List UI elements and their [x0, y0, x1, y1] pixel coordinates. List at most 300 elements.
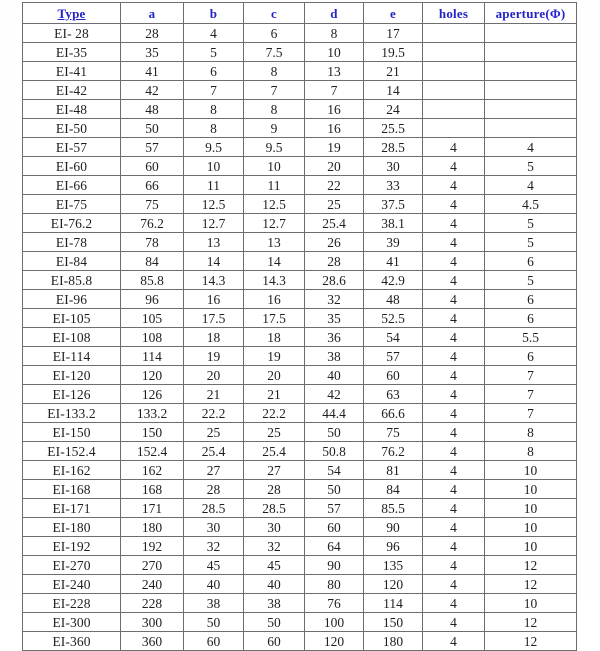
cell-e: 25.5: [364, 119, 423, 138]
table-row: [23, 24, 577, 43]
cell-holes: 4: [423, 138, 485, 157]
cell-type: EI-78: [23, 233, 121, 252]
cell-a: 168: [121, 480, 184, 499]
table-row: [23, 632, 577, 651]
table-row: [23, 480, 577, 499]
cell-d: 13: [305, 62, 364, 81]
cell-d: 26: [305, 233, 364, 252]
cell-a: 76.2: [121, 214, 184, 233]
cell-a: 192: [121, 537, 184, 556]
cell-e: 150: [364, 613, 423, 632]
cell-b: 9.5: [184, 138, 244, 157]
cell-holes: 4: [423, 157, 485, 176]
cell-holes: 4: [423, 328, 485, 347]
cell-c: 11: [244, 176, 305, 195]
cell-a: 48: [121, 100, 184, 119]
cell-a: 50: [121, 119, 184, 138]
cell-e: 28.5: [364, 138, 423, 157]
cell-b: 25: [184, 423, 244, 442]
cell-d: 50.8: [305, 442, 364, 461]
cell-type: EI-270: [23, 556, 121, 575]
cell-aperture: 4: [485, 176, 577, 195]
cell-c: 6: [244, 24, 305, 43]
cell-a: 60: [121, 157, 184, 176]
table-row: [23, 594, 577, 613]
column-header-e: e: [364, 3, 423, 24]
cell-a: 120: [121, 366, 184, 385]
cell-d: 90: [305, 556, 364, 575]
cell-b: 4: [184, 24, 244, 43]
cell-d: 16: [305, 100, 364, 119]
cell-type: EI-60: [23, 157, 121, 176]
cell-d: 16: [305, 119, 364, 138]
table-row: [23, 138, 577, 157]
cell-c: 9: [244, 119, 305, 138]
cell-holes: [423, 62, 485, 81]
cell-d: 44.4: [305, 404, 364, 423]
cell-type: EI-42: [23, 81, 121, 100]
cell-e: 54: [364, 328, 423, 347]
cell-type: EI-75: [23, 195, 121, 214]
cell-a: 150: [121, 423, 184, 442]
cell-holes: 4: [423, 385, 485, 404]
cell-a: 41: [121, 62, 184, 81]
cell-type: EI-35: [23, 43, 121, 62]
cell-aperture: 7: [485, 385, 577, 404]
cell-e: 81: [364, 461, 423, 480]
cell-e: 33: [364, 176, 423, 195]
cell-type: EI-152.4: [23, 442, 121, 461]
column-header-c: c: [244, 3, 305, 24]
cell-holes: 4: [423, 347, 485, 366]
column-header-aperture: aperture(Φ): [485, 3, 577, 24]
cell-holes: 4: [423, 195, 485, 214]
cell-aperture: 7: [485, 366, 577, 385]
cell-d: 19: [305, 138, 364, 157]
cell-aperture: 10: [485, 480, 577, 499]
table-row: [23, 347, 577, 366]
cell-d: 50: [305, 423, 364, 442]
cell-a: 108: [121, 328, 184, 347]
cell-holes: 4: [423, 233, 485, 252]
cell-c: 18: [244, 328, 305, 347]
cell-b: 30: [184, 518, 244, 537]
cell-holes: 4: [423, 499, 485, 518]
cell-holes: 4: [423, 404, 485, 423]
cell-c: 10: [244, 157, 305, 176]
cell-c: 12.5: [244, 195, 305, 214]
cell-c: 12.7: [244, 214, 305, 233]
column-header-a: a: [121, 3, 184, 24]
cell-a: 114: [121, 347, 184, 366]
cell-e: 17: [364, 24, 423, 43]
cell-aperture: 4: [485, 138, 577, 157]
cell-d: 54: [305, 461, 364, 480]
table-row: [23, 442, 577, 461]
cell-c: 32: [244, 537, 305, 556]
cell-holes: [423, 81, 485, 100]
cell-aperture: [485, 43, 577, 62]
column-header-holes: holes: [423, 3, 485, 24]
cell-aperture: 12: [485, 632, 577, 651]
cell-d: 38: [305, 347, 364, 366]
cell-e: 30: [364, 157, 423, 176]
cell-aperture: [485, 119, 577, 138]
cell-aperture: 4.5: [485, 195, 577, 214]
cell-d: 76: [305, 594, 364, 613]
cell-d: 60: [305, 518, 364, 537]
table-row: [23, 233, 577, 252]
cell-c: 28: [244, 480, 305, 499]
cell-c: 40: [244, 575, 305, 594]
cell-type: EI-228: [23, 594, 121, 613]
table-body: [23, 24, 577, 651]
cell-e: 14: [364, 81, 423, 100]
cell-type: EI-114: [23, 347, 121, 366]
cell-aperture: 12: [485, 613, 577, 632]
table-row: [23, 404, 577, 423]
cell-aperture: 5: [485, 214, 577, 233]
cell-holes: [423, 100, 485, 119]
cell-d: 64: [305, 537, 364, 556]
cell-holes: 4: [423, 366, 485, 385]
cell-c: 60: [244, 632, 305, 651]
cell-type: EI-150: [23, 423, 121, 442]
cell-a: 240: [121, 575, 184, 594]
table-row: [23, 100, 577, 119]
cell-type: EI-84: [23, 252, 121, 271]
cell-d: 7: [305, 81, 364, 100]
cell-c: 9.5: [244, 138, 305, 157]
cell-type: EI-41: [23, 62, 121, 81]
dimensions-table: [22, 2, 577, 651]
cell-e: 37.5: [364, 195, 423, 214]
cell-e: 60: [364, 366, 423, 385]
cell-aperture: [485, 100, 577, 119]
cell-holes: 4: [423, 480, 485, 499]
cell-c: 50: [244, 613, 305, 632]
cell-b: 17.5: [184, 309, 244, 328]
cell-aperture: 5: [485, 157, 577, 176]
cell-a: 180: [121, 518, 184, 537]
cell-a: 78: [121, 233, 184, 252]
cell-aperture: 6: [485, 290, 577, 309]
cell-b: 8: [184, 100, 244, 119]
table-row: [23, 328, 577, 347]
cell-type: EI-240: [23, 575, 121, 594]
cell-type: EI-105: [23, 309, 121, 328]
cell-type: EI-126: [23, 385, 121, 404]
cell-d: 25.4: [305, 214, 364, 233]
cell-holes: [423, 43, 485, 62]
cell-aperture: 6: [485, 309, 577, 328]
cell-aperture: 10: [485, 499, 577, 518]
table-row: [23, 119, 577, 138]
cell-type: EI-180: [23, 518, 121, 537]
table-header-row: [23, 3, 577, 24]
column-header-type: Type: [23, 3, 121, 24]
cell-d: 25: [305, 195, 364, 214]
cell-a: 126: [121, 385, 184, 404]
cell-e: 85.5: [364, 499, 423, 518]
cell-holes: 4: [423, 518, 485, 537]
table-row: [23, 575, 577, 594]
cell-a: 300: [121, 613, 184, 632]
cell-e: 57: [364, 347, 423, 366]
cell-a: 228: [121, 594, 184, 613]
cell-b: 8: [184, 119, 244, 138]
cell-a: 152.4: [121, 442, 184, 461]
cell-aperture: [485, 24, 577, 43]
table-row: [23, 556, 577, 575]
cell-holes: 4: [423, 575, 485, 594]
cell-e: 21: [364, 62, 423, 81]
cell-c: 30: [244, 518, 305, 537]
table-row: [23, 43, 577, 62]
cell-b: 18: [184, 328, 244, 347]
cell-aperture: 10: [485, 537, 577, 556]
cell-a: 133.2: [121, 404, 184, 423]
cell-b: 21: [184, 385, 244, 404]
cell-d: 40: [305, 366, 364, 385]
cell-b: 20: [184, 366, 244, 385]
cell-a: 171: [121, 499, 184, 518]
cell-a: 270: [121, 556, 184, 575]
table-row: [23, 518, 577, 537]
cell-type: EI-120: [23, 366, 121, 385]
cell-c: 19: [244, 347, 305, 366]
cell-c: 25.4: [244, 442, 305, 461]
cell-b: 28.5: [184, 499, 244, 518]
table-row: [23, 423, 577, 442]
cell-holes: [423, 119, 485, 138]
table-row: [23, 537, 577, 556]
cell-holes: 4: [423, 290, 485, 309]
cell-holes: 4: [423, 442, 485, 461]
cell-aperture: 6: [485, 347, 577, 366]
cell-e: 76.2: [364, 442, 423, 461]
cell-d: 80: [305, 575, 364, 594]
table-row: [23, 271, 577, 290]
cell-aperture: 8: [485, 423, 577, 442]
table-row: [23, 366, 577, 385]
cell-b: 5: [184, 43, 244, 62]
table-row: [23, 499, 577, 518]
cell-b: 32: [184, 537, 244, 556]
cell-type: EI-192: [23, 537, 121, 556]
cell-e: 114: [364, 594, 423, 613]
cell-type: EI- 28: [23, 24, 121, 43]
cell-b: 28: [184, 480, 244, 499]
cell-type: EI-162: [23, 461, 121, 480]
dimensions-table-container: [22, 2, 576, 649]
cell-a: 85.8: [121, 271, 184, 290]
cell-a: 28: [121, 24, 184, 43]
cell-b: 60: [184, 632, 244, 651]
cell-holes: 4: [423, 214, 485, 233]
cell-d: 8: [305, 24, 364, 43]
table-row: [23, 176, 577, 195]
table-row: [23, 252, 577, 271]
cell-aperture: 10: [485, 461, 577, 480]
cell-a: 360: [121, 632, 184, 651]
cell-type: EI-360: [23, 632, 121, 651]
cell-e: 42.9: [364, 271, 423, 290]
cell-a: 162: [121, 461, 184, 480]
cell-holes: 4: [423, 252, 485, 271]
cell-c: 27: [244, 461, 305, 480]
column-header-d: d: [305, 3, 364, 24]
table-row: [23, 195, 577, 214]
cell-aperture: 6: [485, 252, 577, 271]
cell-aperture: 10: [485, 594, 577, 613]
cell-a: 75: [121, 195, 184, 214]
cell-b: 25.4: [184, 442, 244, 461]
cell-a: 42: [121, 81, 184, 100]
cell-type: EI-76.2: [23, 214, 121, 233]
cell-e: 120: [364, 575, 423, 594]
cell-b: 12.5: [184, 195, 244, 214]
cell-b: 14.3: [184, 271, 244, 290]
cell-d: 20: [305, 157, 364, 176]
cell-aperture: 7: [485, 404, 577, 423]
cell-d: 28: [305, 252, 364, 271]
cell-e: 48: [364, 290, 423, 309]
cell-aperture: 5: [485, 233, 577, 252]
table-row: [23, 214, 577, 233]
cell-b: 16: [184, 290, 244, 309]
cell-b: 22.2: [184, 404, 244, 423]
cell-e: 24: [364, 100, 423, 119]
cell-b: 40: [184, 575, 244, 594]
cell-d: 120: [305, 632, 364, 651]
cell-aperture: 5.5: [485, 328, 577, 347]
table-row: [23, 81, 577, 100]
cell-c: 25: [244, 423, 305, 442]
cell-e: 52.5: [364, 309, 423, 328]
cell-holes: 4: [423, 594, 485, 613]
cell-type: EI-57: [23, 138, 121, 157]
cell-a: 84: [121, 252, 184, 271]
cell-type: EI-85.8: [23, 271, 121, 290]
cell-e: 41: [364, 252, 423, 271]
cell-d: 57: [305, 499, 364, 518]
table-header: [23, 3, 577, 24]
cell-c: 22.2: [244, 404, 305, 423]
cell-aperture: [485, 62, 577, 81]
cell-type: EI-48: [23, 100, 121, 119]
cell-d: 36: [305, 328, 364, 347]
cell-b: 11: [184, 176, 244, 195]
table-row: [23, 461, 577, 480]
cell-d: 35: [305, 309, 364, 328]
cell-c: 14: [244, 252, 305, 271]
cell-b: 50: [184, 613, 244, 632]
cell-e: 75: [364, 423, 423, 442]
cell-e: 135: [364, 556, 423, 575]
cell-d: 22: [305, 176, 364, 195]
cell-c: 13: [244, 233, 305, 252]
cell-holes: 4: [423, 537, 485, 556]
cell-d: 28.6: [305, 271, 364, 290]
cell-holes: 4: [423, 423, 485, 442]
cell-c: 14.3: [244, 271, 305, 290]
cell-c: 45: [244, 556, 305, 575]
cell-b: 7: [184, 81, 244, 100]
cell-type: EI-66: [23, 176, 121, 195]
table-row: [23, 290, 577, 309]
cell-holes: 4: [423, 461, 485, 480]
cell-c: 28.5: [244, 499, 305, 518]
cell-c: 17.5: [244, 309, 305, 328]
cell-aperture: 12: [485, 556, 577, 575]
cell-c: 21: [244, 385, 305, 404]
cell-b: 27: [184, 461, 244, 480]
cell-holes: [423, 24, 485, 43]
cell-b: 13: [184, 233, 244, 252]
cell-type: EI-108: [23, 328, 121, 347]
cell-c: 7: [244, 81, 305, 100]
cell-e: 19.5: [364, 43, 423, 62]
table-row: [23, 309, 577, 328]
cell-type: EI-96: [23, 290, 121, 309]
cell-holes: 4: [423, 271, 485, 290]
cell-c: 8: [244, 100, 305, 119]
cell-b: 12.7: [184, 214, 244, 233]
cell-aperture: 8: [485, 442, 577, 461]
cell-e: 39: [364, 233, 423, 252]
cell-b: 45: [184, 556, 244, 575]
cell-e: 66.6: [364, 404, 423, 423]
cell-d: 42: [305, 385, 364, 404]
cell-a: 35: [121, 43, 184, 62]
cell-aperture: 12: [485, 575, 577, 594]
cell-b: 14: [184, 252, 244, 271]
cell-holes: 4: [423, 613, 485, 632]
cell-a: 66: [121, 176, 184, 195]
cell-b: 10: [184, 157, 244, 176]
cell-aperture: 10: [485, 518, 577, 537]
cell-type: EI-168: [23, 480, 121, 499]
cell-type: EI-133.2: [23, 404, 121, 423]
table-row: [23, 157, 577, 176]
table-row: [23, 62, 577, 81]
cell-c: 38: [244, 594, 305, 613]
cell-d: 100: [305, 613, 364, 632]
cell-e: 63: [364, 385, 423, 404]
cell-holes: 4: [423, 632, 485, 651]
table-row: [23, 613, 577, 632]
cell-a: 96: [121, 290, 184, 309]
cell-type: EI-300: [23, 613, 121, 632]
table-row: [23, 385, 577, 404]
cell-d: 50: [305, 480, 364, 499]
cell-e: 38.1: [364, 214, 423, 233]
cell-c: 20: [244, 366, 305, 385]
cell-b: 38: [184, 594, 244, 613]
cell-holes: 4: [423, 176, 485, 195]
cell-e: 96: [364, 537, 423, 556]
cell-holes: 4: [423, 309, 485, 328]
cell-type: EI-50: [23, 119, 121, 138]
cell-e: 90: [364, 518, 423, 537]
cell-aperture: 5: [485, 271, 577, 290]
cell-c: 16: [244, 290, 305, 309]
cell-e: 84: [364, 480, 423, 499]
cell-d: 32: [305, 290, 364, 309]
cell-b: 6: [184, 62, 244, 81]
cell-c: 8: [244, 62, 305, 81]
